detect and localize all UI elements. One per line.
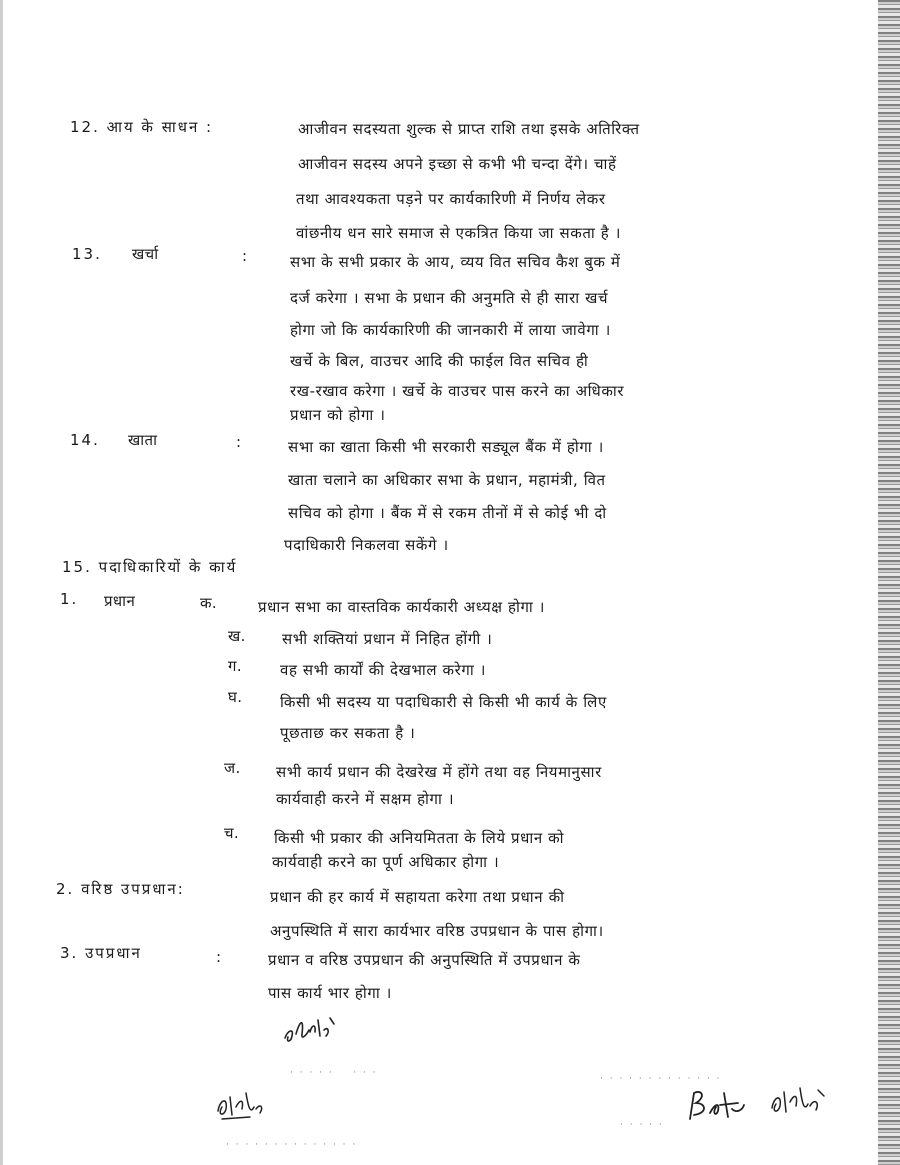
pradhan-item-cha-line-1: किसी भी प्रकार की अनियमितता के लिये प्रधान को bbox=[274, 829, 565, 847]
varishtha-line-1: प्रधान की हर कार्य में सहायता करेगा तथा प्रधान की bbox=[270, 888, 565, 906]
upapradhan-line-1: प्रधान व वरिष्ठ उपप्रधान की अनुपस्थिति में उपप्रधान के bbox=[268, 951, 581, 969]
upapradhan-colon: : bbox=[216, 948, 222, 966]
section-13-line-5: रख-रखाव करेगा । खर्चे के वाउचर पास करने का अधिकार bbox=[290, 382, 625, 400]
signature-3 bbox=[684, 1083, 748, 1127]
stamp-residue-4: · · · · · · · · · · · · · · bbox=[226, 1140, 358, 1150]
section-14-line-2: खाता चलाने का अधिकार सभा के प्रधान, महामंत्री, वित bbox=[288, 471, 606, 489]
pradhan-item-ga-marker: ग. bbox=[228, 657, 243, 675]
pradhan-item-gha-marker: घ. bbox=[228, 688, 243, 706]
pradhan-item-ka-line-1: प्रधान सभा का वास्तविक कार्यकारी अध्यक्ष होगा । bbox=[258, 598, 546, 616]
pradhan-title: प्रधान bbox=[104, 592, 136, 610]
pradhan-item-kha-marker: ख. bbox=[228, 627, 246, 645]
section-14-colon: : bbox=[236, 433, 242, 451]
pradhan-item-gha-line-1: किसी भी सदस्य या पदाधिकारी से किसी भी कार्य के लिए bbox=[280, 693, 607, 711]
signature-4 bbox=[768, 1080, 830, 1122]
section-14-line-4: पदाधिकारी निकलवा सकेंगे । bbox=[284, 536, 449, 554]
section-13-line-3: होगा जो कि कार्यकारिणी की जानकारी में लाया जावेगा । bbox=[290, 321, 611, 339]
pradhan-item-kha-line-1: सभी शक्तियां प्रधान में निहित होंगी । bbox=[282, 630, 493, 648]
scan-edge-left bbox=[0, 0, 3, 1165]
pradhan-item-ka-marker: क. bbox=[200, 594, 218, 612]
pradhan-item-gha-line-2: पूछताछ कर सकता है । bbox=[280, 724, 416, 742]
section-12-label: 12. आय के साधन : bbox=[70, 118, 214, 136]
section-13-line-2: दर्ज करेगा । सभा के प्रधान की अनुमति से ही सारा खर्च bbox=[290, 289, 609, 307]
section-14-title: खाता bbox=[128, 431, 158, 449]
upapradhan-label: 3. उपप्रधान bbox=[60, 944, 142, 962]
section-12-line-2: आजीवन सदस्य अपने इच्छा से कभी भी चन्दा देंगे। चाहें bbox=[298, 155, 617, 173]
pradhan-number: 1. bbox=[60, 590, 79, 608]
section-14-number: 14. bbox=[70, 431, 100, 449]
stamp-residue-1: · · · · · · · · bbox=[290, 1068, 378, 1078]
section-13-number: 13. bbox=[72, 245, 102, 263]
section-13-line-4: खर्चे के बिल, वाउचर आदि की फाईल वित सचिव ही bbox=[290, 352, 589, 370]
section-12-line-4: वांछनीय धन सारे समाज से एकत्रित किया जा सकता है । bbox=[296, 224, 621, 242]
section-13-title: खर्चा bbox=[132, 245, 159, 263]
section-12-line-3: तथा आवश्यकता पड़ने पर कार्यकारिणी में निर्णय लेकर bbox=[296, 190, 606, 208]
section-12-line-1: आजीवन सदस्यता शुल्क से प्राप्त राशि तथा इसके अतिरिक्त bbox=[298, 120, 640, 138]
section-15-heading: 15. पदाधिकारियों के कार्य bbox=[62, 558, 238, 576]
stamp-residue-3: · · · · · bbox=[620, 1120, 664, 1130]
section-13-line-1: सभा के सभी प्रकार के आय, व्यय वित सचिव कैश बुक में bbox=[290, 253, 621, 271]
section-14-line-3: सचिव को होगा । बैंक में से रकम तीनों में से कोई भी दो bbox=[288, 504, 607, 522]
signature-1 bbox=[282, 1010, 342, 1048]
stamp-residue-2: · · · · · · · · · · · · · bbox=[600, 1074, 722, 1084]
pradhan-item-ga-line-1: वह सभी कार्यों की देखभाल करेगा । bbox=[280, 661, 486, 679]
pradhan-item-cha-line-2: कार्यवाही करने का पूर्ण अधिकार होगा । bbox=[272, 853, 500, 871]
section-13-line-6: प्रधान को होगा । bbox=[290, 406, 386, 424]
pradhan-item-ja-line-1: सभी कार्य प्रधान की देखरेख में होंगे तथा वह नियमानुसार bbox=[276, 763, 602, 781]
signature-2 bbox=[214, 1085, 274, 1125]
varishtha-label: 2. वरिष्ठ उपप्रधान: bbox=[56, 880, 185, 898]
section-13-colon: : bbox=[242, 247, 248, 265]
scan-edge-right bbox=[878, 0, 900, 1165]
pradhan-item-ja-marker: ज. bbox=[224, 759, 241, 777]
pradhan-item-cha-marker: च. bbox=[224, 824, 240, 842]
varishtha-line-2: अनुपस्थिति में सारा कार्यभार वरिष्ठ उपप्रधान के पास होगा। bbox=[270, 922, 604, 940]
section-14-line-1: सभा का खाता किसी भी सरकारी सड्यूल बैंक में होगा । bbox=[288, 438, 604, 456]
pradhan-item-ja-line-2: कार्यवाही करने में सक्षम होगा । bbox=[276, 790, 455, 808]
upapradhan-line-2: पास कार्य भार होगा । bbox=[268, 984, 392, 1002]
